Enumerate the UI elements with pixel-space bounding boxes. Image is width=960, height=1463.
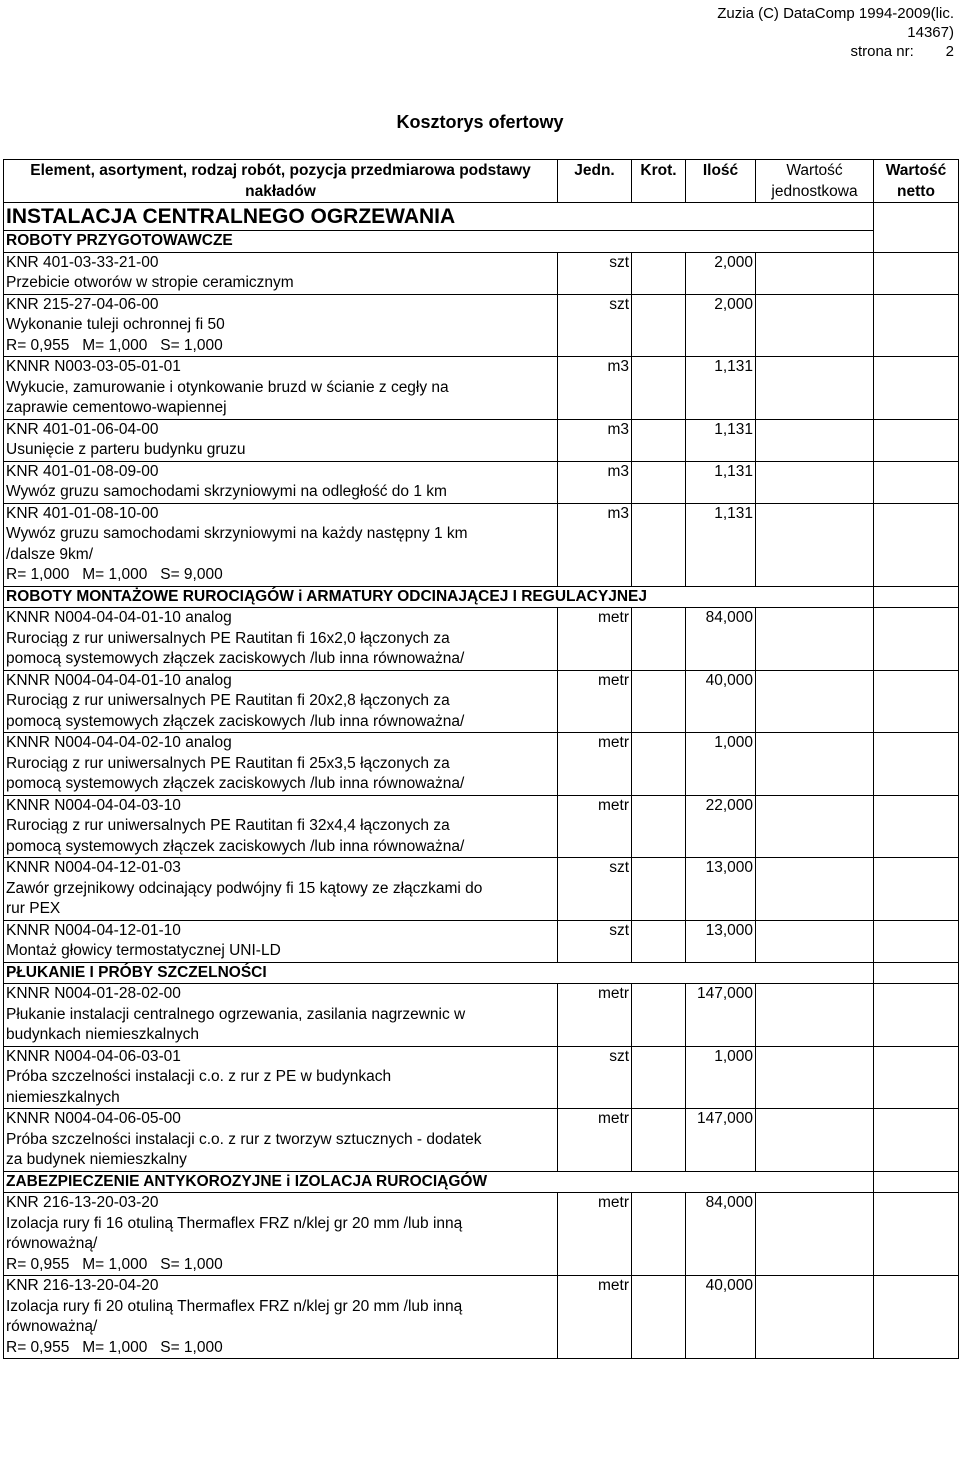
unit-value-cell [756, 503, 874, 586]
section-row [4, 1171, 959, 1193]
unit-cell: metr [558, 1276, 632, 1359]
description-line: Rurociąg z rur uniwersalnych PE Rautitan fi 25x3,5 łączonych za [6, 754, 450, 772]
table-row [4, 252, 959, 294]
net-value-cell [874, 858, 959, 921]
description-line: Rurociąg z rur uniwersalnych PE Rautitan fi 20x2,8 łączonych za [6, 692, 450, 709]
software-license-line1: Zuzia (C) DataComp 1994-2009(lic. [717, 5, 954, 22]
table-row [4, 1193, 959, 1276]
position-description [4, 608, 558, 671]
description-line: R= 0,955 M= 1,000 S= 1,000 [6, 1255, 223, 1273]
column-header-description: Element, asortyment, rodzaj robót, pozycja przedmiarowa podstawy nakładów [4, 160, 558, 203]
net-value-cell [874, 1276, 959, 1359]
position-code: KNNR N004-04-06-05-00 [6, 1110, 181, 1127]
net-value-cell [874, 1171, 959, 1193]
net-value-cell [874, 357, 959, 420]
unit-value-cell [756, 357, 874, 420]
krot-cell [632, 294, 686, 357]
position-code: KNR 215-27-04-06-00 [6, 295, 159, 313]
unit-value-cell [756, 1046, 874, 1109]
quantity-cell: 22,000 [686, 795, 756, 858]
net-value-cell [874, 920, 959, 962]
position-description [4, 1046, 558, 1109]
unit-cell: metr [558, 670, 632, 733]
table-body [4, 203, 959, 1359]
unit-cell: m3 [558, 357, 632, 420]
description-line: R= 0,955 M= 1,000 S= 1,000 [6, 336, 223, 354]
table-row [4, 1276, 959, 1359]
krot-cell [632, 503, 686, 586]
description-line: pomocą systemowych złączek zaciskowych /lub inna równoważna/ [6, 837, 465, 855]
description-line: pomocą systemowych złączek zaciskowych /lub inna równoważna/ [6, 712, 465, 730]
position-code: KNR 401-01-08-09-00 [6, 462, 159, 480]
unit-cell: metr [558, 1109, 632, 1172]
unit-value-cell [756, 608, 874, 671]
table-row [4, 294, 959, 357]
section-row [4, 962, 959, 984]
unit-cell: m3 [558, 503, 632, 586]
net-value-cell [874, 962, 959, 984]
net-value-cell [874, 586, 959, 608]
krot-cell [632, 419, 686, 461]
net-value-cell [874, 461, 959, 503]
position-code: KNNR N004-04-04-01-10 analog [6, 609, 232, 626]
position-code: KNNR N003-03-05-01-01 [6, 358, 181, 375]
quantity-cell: 1,000 [686, 1046, 756, 1109]
unit-cell: m3 [558, 419, 632, 461]
table-row [4, 920, 959, 962]
description-line: rur PEX [6, 900, 61, 917]
position-code: KNNR N004-04-12-01-10 [6, 921, 181, 939]
position-code: KNR 401-03-33-21-00 [6, 253, 159, 271]
main-section-title: INSTALACJA CENTRALNEGO OGRZEWANIA [4, 203, 874, 231]
krot-cell [632, 1109, 686, 1172]
column-header-krot: Krot. [632, 160, 686, 203]
description-line: Płukanie instalacji centralnego ogrzewania, zasilania nagrzewnic w [6, 1005, 466, 1023]
unit-cell: metr [558, 608, 632, 671]
position-description [4, 733, 558, 796]
unit-value-cell [756, 252, 874, 294]
krot-cell [632, 795, 686, 858]
position-description [4, 357, 558, 420]
quantity-cell: 84,000 [686, 1193, 756, 1276]
krot-cell [632, 1046, 686, 1109]
unit-cell: szt [558, 252, 632, 294]
position-code: KNR 401-01-08-10-00 [6, 504, 159, 522]
cost-estimate-table [3, 159, 959, 1359]
unit-cell: szt [558, 294, 632, 357]
krot-cell [632, 461, 686, 503]
quantity-cell: 1,000 [686, 733, 756, 796]
description-line: Usunięcie z parteru budynku gruzu [6, 441, 246, 458]
table-row [4, 419, 959, 461]
position-description [4, 984, 558, 1047]
software-license-line2: 14367) [907, 24, 954, 41]
krot-cell [632, 608, 686, 671]
unit-value-cell [756, 920, 874, 962]
krot-cell [632, 733, 686, 796]
unit-value-cell [756, 858, 874, 921]
unit-cell: metr [558, 795, 632, 858]
position-description [4, 1193, 558, 1276]
unit-cell: m3 [558, 461, 632, 503]
column-header-unit: Jedn. [558, 160, 632, 203]
description-line: równoważną/ [6, 1235, 98, 1252]
position-description [4, 294, 558, 357]
quantity-cell: 147,000 [686, 984, 756, 1047]
unit-cell: szt [558, 858, 632, 921]
unit-value-cell [756, 1193, 874, 1276]
table-row [4, 461, 959, 503]
unit-value-cell [756, 733, 874, 796]
unit-cell: metr [558, 1193, 632, 1276]
position-code: KNNR N004-04-04-01-10 analog [6, 671, 232, 689]
description-line: pomocą systemowych złączek zaciskowych /lub inna równoważna/ [6, 650, 465, 667]
description-line: /dalsze 9km/ [6, 545, 94, 563]
position-description [4, 419, 558, 461]
table-row [4, 357, 959, 420]
krot-cell [632, 1193, 686, 1276]
column-header-quantity: Ilość [686, 160, 756, 203]
position-code: KNR 401-01-06-04-00 [6, 420, 159, 438]
net-value-cell [874, 670, 959, 733]
net-value-cell [874, 1046, 959, 1109]
description-line: Próba szczelności instalacji c.o. z rur z PE w budynkach [6, 1068, 392, 1085]
net-value-cell [874, 503, 959, 586]
net-value-cell [874, 203, 959, 231]
column-header-net-value: Wartość netto [874, 160, 959, 203]
description-line: R= 1,000 M= 1,000 S= 9,000 [6, 566, 223, 583]
page-title: Kosztorys ofertowy [396, 112, 564, 132]
description-line: Rurociąg z rur uniwersalnych PE Rautitan fi 32x4,4 łączonych za [6, 817, 450, 834]
position-description [4, 461, 558, 503]
net-value-cell [874, 419, 959, 461]
quantity-cell: 1,131 [686, 503, 756, 586]
section-row [4, 231, 959, 253]
description-line: równoważną/ [6, 1318, 98, 1335]
description-line: Wywóz gruzu samochodami skrzyniowymi na każdy następny 1 km [6, 525, 468, 542]
description-line: pomocą systemowych złączek zaciskowych /lub inna równoważna/ [6, 775, 465, 792]
krot-cell [632, 1276, 686, 1359]
unit-value-cell [756, 1109, 874, 1172]
position-code: KNNR N004-04-06-03-01 [6, 1047, 181, 1065]
description-line: Rurociąg z rur uniwersalnych PE Rautitan fi 16x2,0 łączonych za [6, 629, 450, 647]
quantity-cell: 2,000 [686, 294, 756, 357]
page-number: 2 [945, 43, 954, 60]
position-description [4, 503, 558, 586]
description-line: Przebicie otworów w stropie ceramicznym [6, 274, 294, 291]
net-value-cell [874, 231, 959, 253]
description-line: za budynek niemieszkalny [6, 1151, 187, 1168]
table-row [4, 733, 959, 796]
position-description [4, 1109, 558, 1172]
position-description [4, 670, 558, 733]
net-value-cell [874, 733, 959, 796]
description-line: Zawór grzejnikowy odcinający podwójny fi 15 kątowy ze złączkami do [6, 879, 483, 897]
quantity-cell: 147,000 [686, 1109, 756, 1172]
position-code: KNNR N004-01-28-02-00 [6, 985, 181, 1002]
description-line: Wykonanie tuleji ochronnej fi 50 [6, 316, 225, 333]
page-number-line [654, 42, 954, 61]
section-title: ROBOTY PRZYGOTOWAWCZE [4, 231, 874, 253]
quantity-cell: 1,131 [686, 419, 756, 461]
description-line: zaprawie cementowo-wapiennej [6, 399, 227, 416]
description-line: Izolacja rury fi 16 otuliną Thermaflex FRZ n/klej gr 20 mm /lub inną [6, 1214, 463, 1232]
unit-cell: szt [558, 920, 632, 962]
krot-cell [632, 984, 686, 1047]
description-line: Izolacja rury fi 20 otuliną Thermaflex FRZ n/klej gr 20 mm /lub inną [6, 1297, 463, 1315]
description-line: Wywóz gruzu samochodami skrzyniowymi na odległość do 1 km [6, 483, 447, 500]
unit-value-cell [756, 984, 874, 1047]
quantity-cell: 40,000 [686, 670, 756, 733]
unit-value-cell [756, 795, 874, 858]
table-row [4, 858, 959, 921]
description-line: Montaż głowicy termostatycznej UNI-LD [6, 942, 281, 959]
position-description [4, 795, 558, 858]
table-row [4, 670, 959, 733]
unit-value-cell [756, 461, 874, 503]
position-description [4, 858, 558, 921]
position-description [4, 252, 558, 294]
quantity-cell: 13,000 [686, 858, 756, 921]
net-value-cell [874, 252, 959, 294]
unit-value-cell [756, 419, 874, 461]
description-line: Wykucie, zamurowanie i otynkowanie bruzd w ścianie z cegły na [6, 378, 449, 396]
section-title: PŁUKANIE I PRÓBY SZCZELNOŚCI [4, 962, 874, 984]
unit-cell: metr [558, 984, 632, 1047]
net-value-cell [874, 1193, 959, 1276]
position-code: KNR 216-13-20-04-20 [6, 1277, 159, 1294]
quantity-cell: 84,000 [686, 608, 756, 671]
column-header-unit-value: Wartość jednostkowa [756, 160, 874, 203]
unit-cell: metr [558, 733, 632, 796]
position-code: KNR 216-13-20-03-20 [6, 1194, 159, 1211]
position-code: KNNR N004-04-04-03-10 [6, 796, 181, 814]
quantity-cell: 13,000 [686, 920, 756, 962]
unit-cell: szt [558, 1046, 632, 1109]
position-code: KNNR N004-04-04-02-10 analog [6, 734, 232, 751]
table-row [4, 503, 959, 586]
description-line: budynkach niemieszkalnych [6, 1026, 199, 1043]
krot-cell [632, 670, 686, 733]
net-value-cell [874, 795, 959, 858]
krot-cell [632, 357, 686, 420]
quantity-cell: 40,000 [686, 1276, 756, 1359]
unit-value-cell [756, 294, 874, 357]
quantity-cell: 1,131 [686, 461, 756, 503]
net-value-cell [874, 294, 959, 357]
unit-value-cell [756, 1276, 874, 1359]
table-header-row [4, 160, 959, 203]
table-row [4, 1046, 959, 1109]
krot-cell [632, 920, 686, 962]
table-row [4, 795, 959, 858]
net-value-cell [874, 984, 959, 1047]
position-description [4, 1276, 558, 1359]
description-line: R= 0,955 M= 1,000 S= 1,000 [6, 1338, 223, 1356]
page-label: strona nr: [850, 43, 914, 60]
table-row [4, 608, 959, 671]
krot-cell [632, 252, 686, 294]
main-section-row [4, 203, 959, 231]
description-line: niemieszkalnych [6, 1088, 120, 1106]
unit-value-cell [756, 670, 874, 733]
document-header [654, 4, 954, 61]
description-line: Próba szczelności instalacji c.o. z rur z tworzyw sztucznych - dodatek [6, 1130, 482, 1148]
section-row [4, 586, 959, 608]
quantity-cell: 2,000 [686, 252, 756, 294]
krot-cell [632, 858, 686, 921]
position-code: KNNR N004-04-12-01-03 [6, 859, 181, 876]
table-row [4, 984, 959, 1047]
net-value-cell [874, 608, 959, 671]
net-value-cell [874, 1109, 959, 1172]
quantity-cell: 1,131 [686, 357, 756, 420]
position-description [4, 920, 558, 962]
section-title: ZABEZPIECZENIE ANTYKOROZYJNE i IZOLACJA RUROCIĄGÓW [4, 1171, 874, 1193]
table-row [4, 1109, 959, 1172]
section-title: ROBOTY MONTAŻOWE RUROCIĄGÓW i ARMATURY ODCINAJĄCEJ I REGULACYJNEJ [4, 586, 874, 608]
